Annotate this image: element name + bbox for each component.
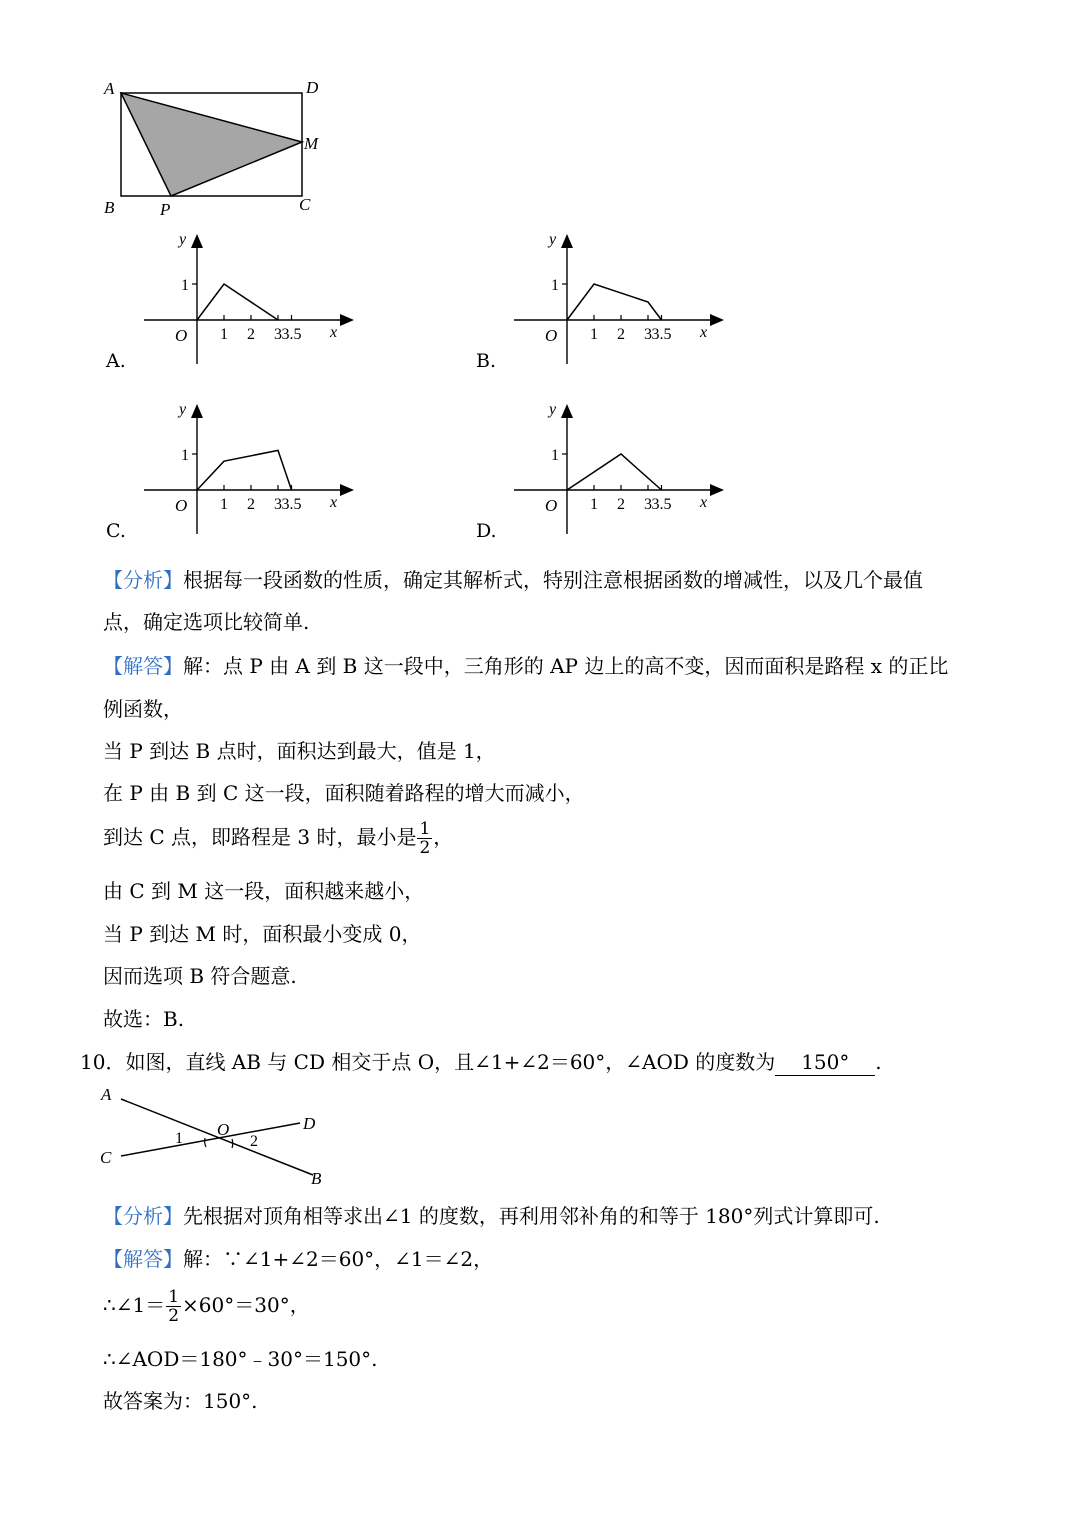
x-tick-label: 3 — [274, 326, 282, 343]
x-axis-label: x — [700, 494, 708, 511]
x-tick-label: 3.5 — [281, 326, 302, 343]
solution-line: 故答案为：150°. — [103, 1389, 258, 1413]
x-tick-label: 1 — [590, 496, 598, 513]
analysis-text: 先根据对顶角相等求出∠1 的度数，再利用邻补角的和等于 180°列式计算即可. — [183, 1204, 880, 1228]
fig-label-O: O — [217, 1120, 230, 1139]
solution-line: 例函数， — [103, 697, 183, 721]
label-B: B — [104, 198, 115, 217]
analysis-tag: 【分析】 — [103, 1204, 183, 1228]
solution-line: 当 P 到达 M 时，面积最小变成 0， — [103, 922, 422, 946]
q10-analysis — [103, 1203, 880, 1229]
option-label-d: D. — [476, 520, 497, 542]
fraction — [417, 820, 432, 857]
y-tick-label: 1 — [551, 447, 559, 464]
label-A: A — [104, 79, 115, 98]
x-tick-label: 2 — [247, 496, 255, 513]
q10-solution-fraction-line — [103, 1288, 310, 1325]
y-axis-arrow — [561, 234, 573, 248]
solution-line: 故选：B. — [103, 1007, 185, 1031]
function-line — [567, 454, 662, 490]
x-tick-label: 3.5 — [651, 496, 672, 513]
x-tick-label: 3.5 — [281, 496, 302, 513]
x-axis-arrow — [340, 314, 354, 326]
fig-label-D: D — [303, 1114, 316, 1133]
x-axis-arrow — [710, 484, 724, 496]
function-line — [197, 284, 278, 320]
q10-stem — [80, 1049, 882, 1076]
option-label-b: B. — [476, 350, 497, 372]
y-tick-label: 1 — [551, 277, 559, 294]
analysis-tag: 【分析】 — [103, 568, 183, 592]
option-graph-a — [140, 228, 355, 372]
solution-text: ， — [433, 825, 454, 849]
fig-label-2: 2 — [250, 1133, 258, 1150]
x-axis-arrow — [340, 484, 354, 496]
rectangle-figure — [95, 70, 335, 220]
solution-line: ∴∠AOD＝180°﹣30°＝150°. — [103, 1347, 378, 1371]
q9-analysis-line2: 点，确定选项比较简单. — [103, 610, 310, 634]
origin-label: O — [545, 496, 558, 515]
q10-stem-text: 10．如图，直线 AB 与 CD 相交于点 O，且∠1+∠2＝60°，∠AOD 的度数为 — [80, 1050, 776, 1074]
fraction-numerator: 1 — [168, 1287, 180, 1307]
q10-answer-line1 — [103, 1246, 493, 1272]
x-tick-label: 3 — [274, 496, 282, 513]
y-tick-label: 1 — [181, 447, 189, 464]
y-axis-label: y — [179, 401, 187, 418]
q9-answer-line1 — [103, 653, 948, 679]
origin-label: O — [545, 326, 558, 345]
x-tick-label: 1 — [220, 496, 228, 513]
y-axis-label: y — [549, 401, 557, 418]
x-axis-arrow — [710, 314, 724, 326]
fig-label-B: B — [311, 1169, 322, 1188]
y-axis-arrow — [191, 404, 203, 418]
x-tick-label: 1 — [220, 326, 228, 343]
analysis-text: 根据每一段函数的性质，确定其解析式，特别注意根据函数的增减性，以及几个最值 — [183, 568, 923, 592]
answer-blank: 150° — [775, 1049, 875, 1076]
y-axis-arrow — [191, 234, 203, 248]
x-axis-label: x — [700, 324, 708, 341]
function-line — [197, 450, 292, 490]
y-axis-label: y — [179, 231, 187, 248]
solution-text: 到达 C 点，即路程是 3 时，最小是 — [103, 825, 417, 849]
solution-line-fraction — [103, 820, 453, 857]
solution-line: 解：∵∠1+∠2＝60°，∠1＝∠2， — [183, 1247, 494, 1271]
solution-line: 当 P 到达 B 点时，面积达到最大，值是 1， — [103, 739, 496, 763]
option-graph-d — [510, 398, 725, 542]
function-line — [567, 284, 662, 320]
option-graph-b — [510, 228, 725, 372]
y-tick-label: 1 — [181, 277, 189, 294]
label-D: D — [306, 78, 319, 97]
option-label-a: A. — [106, 350, 126, 372]
x-tick-label: 3.5 — [651, 326, 672, 343]
x-tick-label: 2 — [617, 326, 625, 343]
option-label-c: C. — [106, 520, 126, 542]
answer-tag: 【解答】 — [103, 654, 183, 678]
fig-label-C: C — [100, 1148, 112, 1167]
solution-line: 由 C 到 M 这一段，面积越来越小， — [103, 879, 425, 903]
origin-label: O — [175, 326, 188, 345]
fig-label-1: 1 — [175, 1130, 183, 1147]
origin-label: O — [175, 496, 188, 515]
label-M: M — [304, 134, 319, 153]
solution-text: ∴∠1＝ — [103, 1293, 166, 1317]
solution-line: 因而选项 B 符合题意. — [103, 964, 297, 988]
x-tick-label: 1 — [590, 326, 598, 343]
y-axis-label: y — [549, 231, 557, 248]
fig-label-A: A — [101, 1085, 112, 1104]
fraction — [166, 1288, 181, 1325]
x-tick-label: 3 — [644, 496, 652, 513]
x-tick-label: 2 — [247, 326, 255, 343]
answer-tag: 【解答】 — [103, 1247, 183, 1271]
solution-line: 在 P 由 B 到 C 这一段，面积随着路程的增大而减小， — [103, 781, 585, 805]
fraction-denominator: 2 — [419, 838, 431, 858]
x-axis-label: x — [330, 494, 338, 511]
x-tick-label: 2 — [617, 496, 625, 513]
q10-stem-end: . — [875, 1050, 882, 1074]
x-axis-label: x — [330, 324, 338, 341]
label-P: P — [160, 200, 171, 219]
y-axis-arrow — [561, 404, 573, 418]
solution-text: ×60°＝30°， — [182, 1293, 310, 1317]
fraction-numerator: 1 — [419, 819, 431, 839]
solution-line: 解：点 P 由 A 到 B 这一段中，三角形的 AP 边上的高不变，因而面积是路程 x 的正比 — [183, 654, 949, 678]
intersecting-lines-figure — [95, 1080, 335, 1190]
x-tick-label: 3 — [644, 326, 652, 343]
q9-analysis-line1 — [103, 567, 923, 593]
option-graph-c — [140, 398, 355, 542]
label-C: C — [299, 195, 311, 214]
fraction-denominator: 2 — [168, 1306, 180, 1326]
